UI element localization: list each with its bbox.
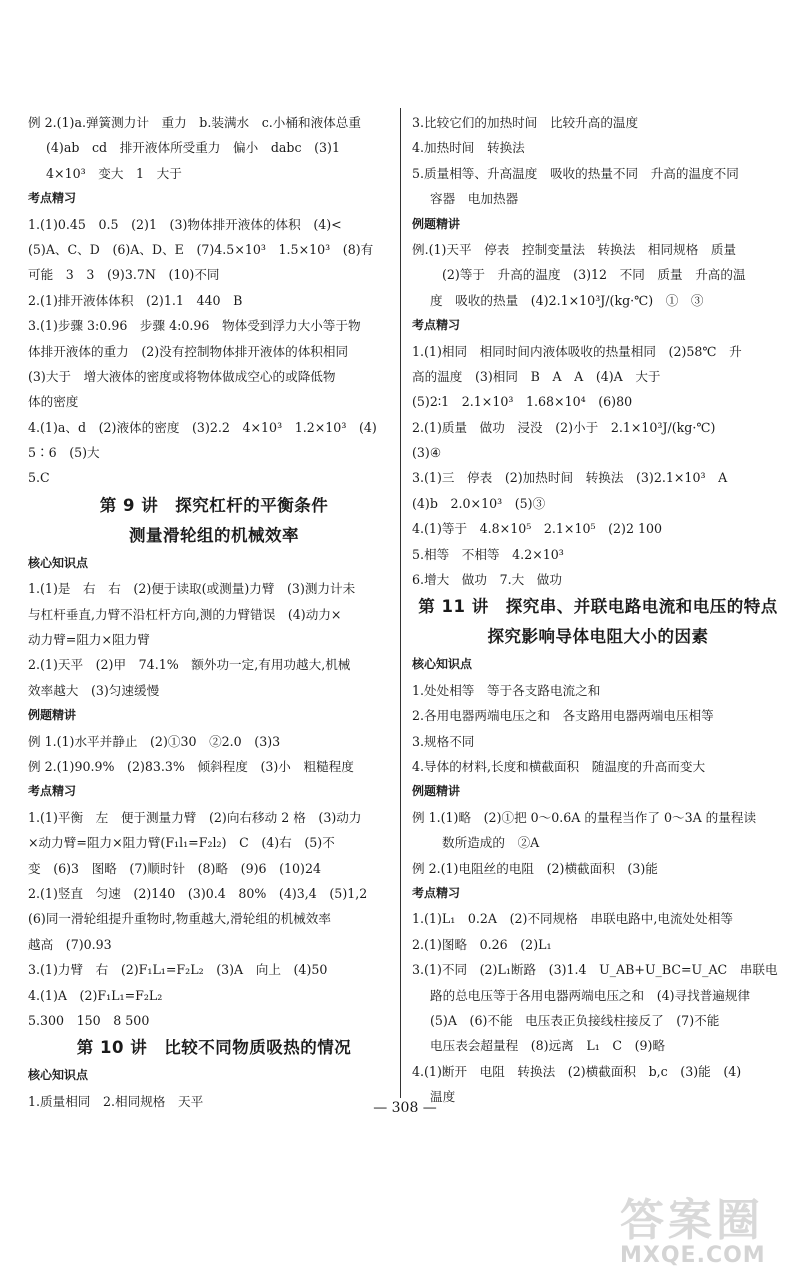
answer-line: 容器 电加热器: [430, 191, 519, 207]
answer-line: 5.C: [28, 470, 50, 486]
answer-line: 3.规格不同: [412, 733, 475, 749]
column-divider: [400, 108, 401, 1098]
watermark-logo: [620, 1195, 800, 1274]
answer-line: 变 (6)3 图略 (7)顺时针 (8)略 (9)6 (10)24: [28, 860, 321, 876]
lecture-title: 第 9 讲 探究杠杆的平衡条件: [99, 495, 329, 515]
left-column: [28, 110, 400, 1114]
section-heading: 核心知识点: [28, 1068, 89, 1083]
answer-line: ×动力臂=阻力×阻力臂(F₁l₁=F₂l₂) C (4)右 (5)不: [28, 835, 335, 851]
section-heading: 例题精讲: [412, 784, 461, 799]
answer-line: 1.(1)L₁ 0.2A (2)不同规格 串联电路中,电流处处相等: [412, 911, 733, 927]
answer-line: 度 吸收的热量 (4)2.1×10³J/(kg·℃) ① ③: [430, 292, 704, 308]
answer-line: 3.(1)力臂 右 (2)F₁L₁=F₂L₂ (3)A 向上 (4)50: [28, 962, 328, 978]
answer-line: 1.质量相同 2.相同规格 天平: [28, 1093, 204, 1109]
answer-line: (2)等于 升高的温度 (3)12 不同 质量 升高的温: [442, 267, 746, 283]
section-heading: 考点精习: [412, 885, 461, 900]
answer-line: (4)ab cd 排开液体所受重力 偏小 dabc (3)1: [46, 140, 340, 156]
watermark-bottom: MXQE.COM: [620, 1243, 766, 1268]
section-heading: 考点精习: [28, 191, 77, 206]
answer-line: 4.(1)a、d (2)液体的密度 (3)2.2 4×10³ 1.2×10³ (4): [28, 419, 377, 435]
section-heading: 例题精讲: [28, 708, 77, 723]
answer-line: 1.(1)平衡 左 便于测量力臂 (2)向右移动 2 格 (3)动力: [28, 809, 362, 825]
answer-line: 2.(1)竖直 匀速 (2)140 (3)0.4 80% (4)3,4 (5)1,2: [28, 885, 368, 901]
answer-line: (5)A (6)不能 电压表正负接线柱接反了 (7)不能: [430, 1012, 720, 1028]
answer-line: 2.(1)图略 0.26 (2)L₁: [412, 936, 552, 952]
answer-line: 高的温度 (3)相同 B A A (4)A 大于: [412, 368, 661, 384]
answer-line: 数所造成的 ②A: [442, 835, 540, 851]
answer-line: 路的总电压等于各用电器两端电压之和 (4)寻找普遍规律: [430, 987, 751, 1003]
section-heading: 核心知识点: [412, 657, 473, 672]
answer-line: (3)大于 增大液体的密度或将物体做成空心的或降低物: [28, 368, 336, 384]
answer-line: 6.增大 做功 7.大 做功: [412, 572, 562, 588]
answer-line: 电压表会超量程 (8)远离 L₁ C (9)略: [430, 1038, 666, 1054]
answer-line: 4.(1)A (2)F₁L₁=F₂L₂: [28, 987, 163, 1003]
page-number: — 308 —: [373, 1100, 437, 1116]
answer-line: 2.(1)天平 (2)甲 74.1% 额外功一定,有用功越大,机械: [28, 657, 351, 673]
answer-line: 例 2.(1)90.9% (2)83.3% 倾斜程度 (3)小 粗糙程度: [28, 758, 354, 774]
answer-line: 可能 3 3 (9)3.7N (10)不同: [28, 267, 220, 283]
answer-line: 4.(1)断开 电阻 转换法 (2)横截面积 b,c (3)能 (4): [412, 1063, 742, 1079]
answer-line: (6)同一滑轮组提升重物时,物重越大,滑轮组的机械效率: [28, 911, 331, 927]
answer-line: 4.(1)等于 4.8×10⁵ 2.1×10⁵ (2)2 100: [412, 521, 663, 537]
answer-line: 例 1.(1)水平并静止 (2)①30 ②2.0 (3)3: [28, 733, 281, 749]
lecture-title: 探究影响导体电阻大小的因素: [487, 627, 709, 647]
answer-line: 例 2.(1)电阻丝的电阻 (2)横截面积 (3)能: [412, 860, 658, 876]
answer-line: 例 2.(1)a.弹簧测力计 重力 b.装满水 c.小桶和液体总重: [28, 115, 361, 130]
answer-line: 1.(1)相同 相同时间内液体吸收的热量相同 (2)58℃ 升: [412, 343, 742, 359]
answer-line: (4)b 2.0×10³ (5)③: [412, 495, 546, 511]
lecture-title: 测量滑轮组的机械效率: [129, 525, 299, 545]
lecture-title: 第 11 讲 探究串、并联电路电流和电压的特点: [418, 597, 778, 617]
answer-line: 5.质量相等、升高温度 吸收的热量不同 升高的温度不同: [412, 165, 739, 181]
answer-line: 4×10³ 变大 1 大于: [46, 165, 182, 181]
answer-line: 2.(1)质量 做功 浸没 (2)小于 2.1×10³J/(kg·℃): [412, 419, 716, 435]
answer-line: 效率越大 (3)匀速缓慢: [28, 682, 160, 698]
answer-line: 例.(1)天平 停表 控制变量法 转换法 相同规格 质量: [412, 241, 737, 257]
answer-line: 5.300 150 8 500: [28, 1012, 150, 1028]
answer-line: 5∶6 (5)大: [28, 445, 100, 461]
lecture-title: 第 10 讲 比较不同物质吸热的情况: [76, 1038, 352, 1058]
answer-line: (5)2∶1 2.1×10³ 1.68×10⁴ (6)80: [412, 394, 633, 410]
answer-line: 2.各用电器两端电压之和 各支路用电器两端电压相等: [412, 708, 714, 724]
answer-line: (3)④: [412, 445, 442, 461]
section-heading: 例题精讲: [412, 216, 461, 231]
section-heading: 考点精习: [412, 318, 461, 333]
answer-line: 体排开液体的重力 (2)没有控制物体排开液体的体积相同: [28, 343, 349, 359]
watermark-top: 答案圈: [620, 1195, 764, 1246]
answer-line: 3.(1)不同 (2)L₁断路 (3)1.4 U_AB+U_BC=U_AC 串联电: [412, 962, 778, 978]
section-heading: 考点精习: [28, 784, 77, 799]
answer-line: 体的密度: [28, 394, 79, 410]
answer-line: 5.相等 不相等 4.2×10³: [412, 546, 564, 562]
answer-line: 3.(1)步骤 3:0.96 步骤 4:0.96 物体受到浮力大小等于物: [28, 318, 361, 334]
section-heading: 核心知识点: [28, 555, 89, 570]
right-column: [412, 110, 784, 1109]
answer-line: 温度: [430, 1089, 456, 1105]
answer-line: 4.导体的材料,长度和横截面积 随温度的升高而变大: [412, 758, 706, 774]
answer-line: 1.(1)0.45 0.5 (2)1 (3)物体排开液体的体积 (4)<: [28, 216, 342, 232]
answer-line: 4.加热时间 转换法: [412, 140, 525, 156]
answer-line: 动力臂=阻力×阻力臂: [28, 632, 150, 648]
answer-line: (5)A、C、D (6)A、D、E (7)4.5×10³ 1.5×10³ (8)有: [28, 241, 374, 257]
answer-line: 1.(1)是 右 右 (2)便于读取(或测量)力臂 (3)测力计未: [28, 581, 356, 597]
answer-line: 与杠杆垂直,力臂不沿杠杆方向,测的力臂错误 (4)动力×: [28, 606, 342, 622]
answer-line: 例 1.(1)略 (2)①把 0～0.6A 的量程当作了 0～3A 的量程读: [412, 809, 757, 825]
answer-line: 3.(1)三 停表 (2)加热时间 转换法 (3)2.1×10³ A: [412, 470, 728, 486]
answer-line: 越高 (7)0.93: [28, 936, 112, 952]
answer-line: 3.比较它们的加热时间 比较升高的温度: [412, 115, 639, 130]
answer-line: 2.(1)排开液体体积 (2)1.1 440 B: [28, 292, 243, 308]
answer-line: 1.处处相等 等于各支路电流之和: [412, 682, 601, 698]
